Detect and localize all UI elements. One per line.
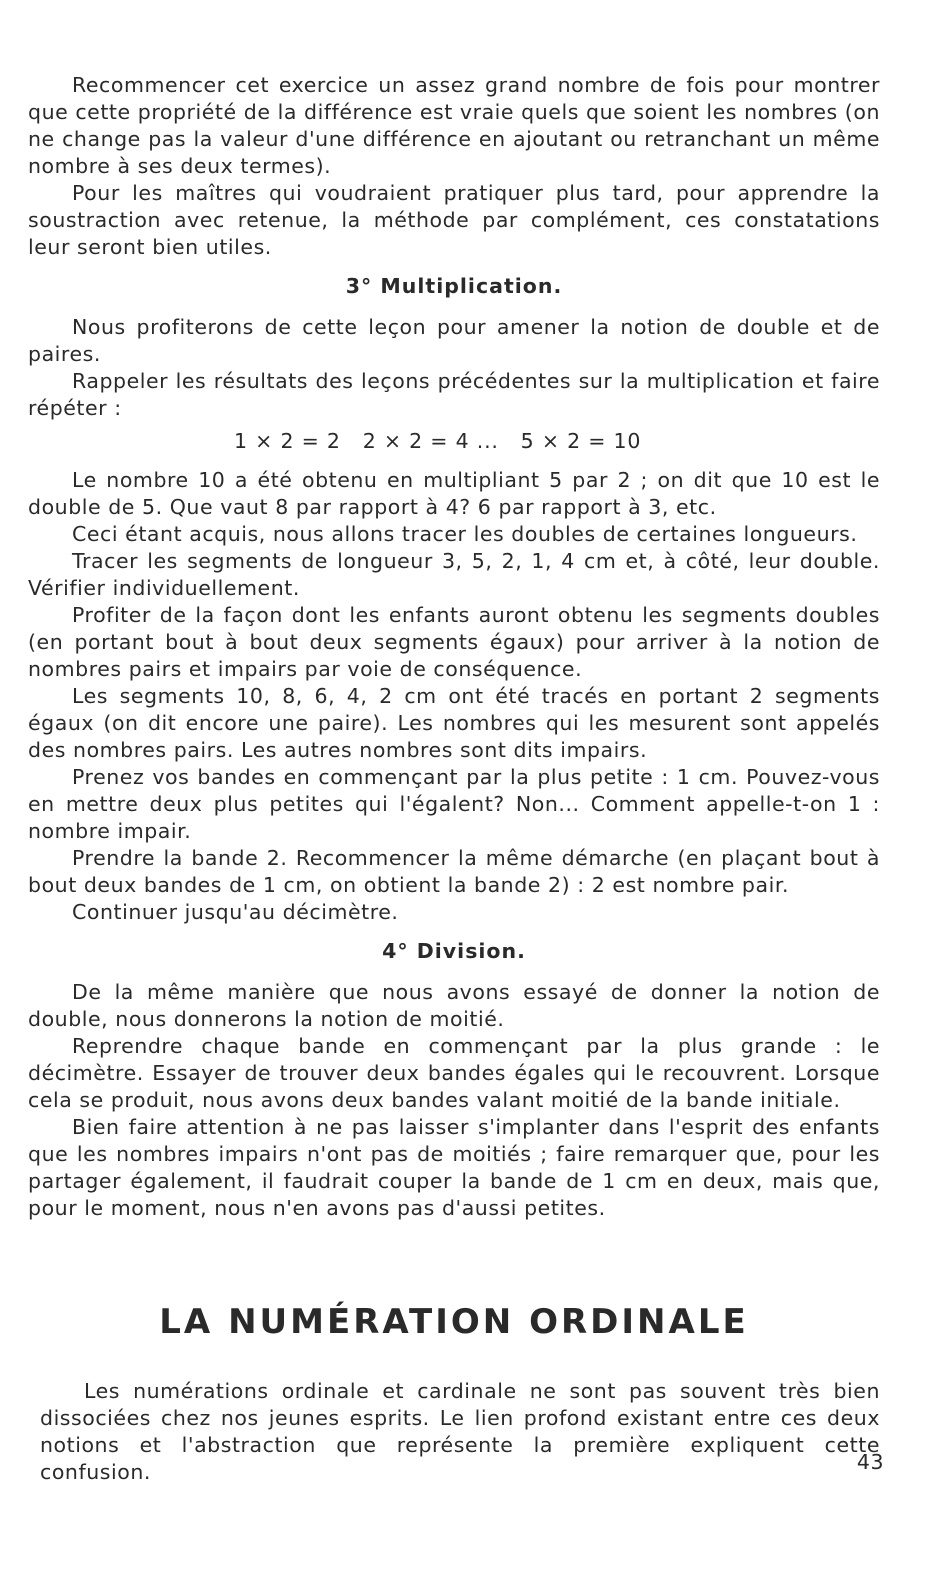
- section-heading-multiplication: 3° Multiplication.: [345, 274, 563, 298]
- page-number: 43: [856, 1450, 884, 1474]
- paragraph-div-3: Bien faire attention à ne pas laisser s'implanter dans l'esprit des enfants que les nombres impairs n'ont pas de moitiés ; faire remarquer que, pour les partager également, il faudrait couper la bande de 1 cm en deux, mais que, pour le moment, nous n'en avons pas d'aussi petites.: [28, 1115, 880, 1220]
- paragraph-mult-5: Tracer les segments de longueur 3, 5, 2, 1, 4 cm et, à côté, leur double. Vérifier individuellement.: [28, 549, 880, 600]
- paragraph-mult-9: Prendre la bande 2. Recommencer la même démarche (en plaçant bout à bout deux bandes de 1 cm, on obtient la bande 2) : 2 est nombre pair.: [28, 846, 880, 897]
- paragraph-mult-6: Profiter de la façon dont les enfants auront obtenu les segments doubles (en portant bout à bout deux segments égaux) pour arriver à la notion de nombres pairs et impairs par voie de conséquence.: [28, 603, 880, 681]
- chapter-title: LA NUMÉRATION ORDINALE: [159, 1302, 749, 1342]
- page-content: [28, 72, 880, 1486]
- section-heading-division: 4° Division.: [382, 939, 526, 963]
- paragraph-mult-2: Rappeler les résultats des leçons précédentes sur la multiplication et faire répéter :: [28, 369, 880, 420]
- paragraph-mult-8: Prenez vos bandes en commençant par la plus petite : 1 cm. Pouvez-vous en mettre deux plus petites qui l'égalent? Non... Comment appelle-t-on 1 : nombre impair.: [28, 765, 880, 843]
- paragraph-div-2: Reprendre chaque bande en commençant par la plus grande : le décimètre. Essayer de trouver deux bandes égales qui le recouvrent. Lorsque cela se produit, nous avons deux bandes valant moitié de la bande initiale.: [28, 1034, 880, 1112]
- paragraph-intro-2: Pour les maîtres qui voudraient pratiquer plus tard, pour apprendre la soustraction avec retenue, la méthode par complément, ces constatations leur seront bien utiles.: [28, 181, 880, 259]
- paragraph-div-1: De la même manière que nous avons essayé de donner la notion de double, nous donnerons la notion de moitié.: [28, 980, 880, 1031]
- multiplication-formula: 1 × 2 = 2 2 × 2 = 4 ... 5 × 2 = 10: [234, 429, 642, 453]
- paragraph-intro-1: Recommencer cet exercice un assez grand nombre de fois pour montrer que cette propriété de la différence est vraie quels que soient les nombres (on ne change pas la valeur d'une différence en ajoutant ou retranchant un même nombre à ses deux termes).: [28, 73, 880, 178]
- paragraph-mult-3: Le nombre 10 a été obtenu en multipliant 5 par 2 ; on dit que 10 est le double de 5. Que vaut 8 par rapport à 4? 6 par rapport à 3, etc.: [28, 468, 880, 519]
- chapter-intro: [28, 1378, 880, 1486]
- paragraph-mult-4: Ceci étant acquis, nous allons tracer les doubles de certaines longueurs.: [72, 522, 858, 546]
- paragraph-mult-10: Continuer jusqu'au décimètre.: [72, 900, 399, 924]
- paragraph-mult-1: Nous profiterons de cette leçon pour amener la notion de double et de paires.: [28, 315, 880, 366]
- paragraph-mult-7: Les segments 10, 8, 6, 4, 2 cm ont été tracés en portant 2 segments égaux (on dit encore une paire). Les nombres qui les mesurent sont appelés des nombres pairs. Les autres nombres sont dits impairs.: [28, 684, 880, 762]
- paragraph-chapter-1: Les numérations ordinale et cardinale ne sont pas souvent très bien dissociées chez nos jeunes esprits. Le lien profond existant entre ces deux notions et l'abstraction que représente la première expliquent cette confusion.: [40, 1379, 880, 1484]
